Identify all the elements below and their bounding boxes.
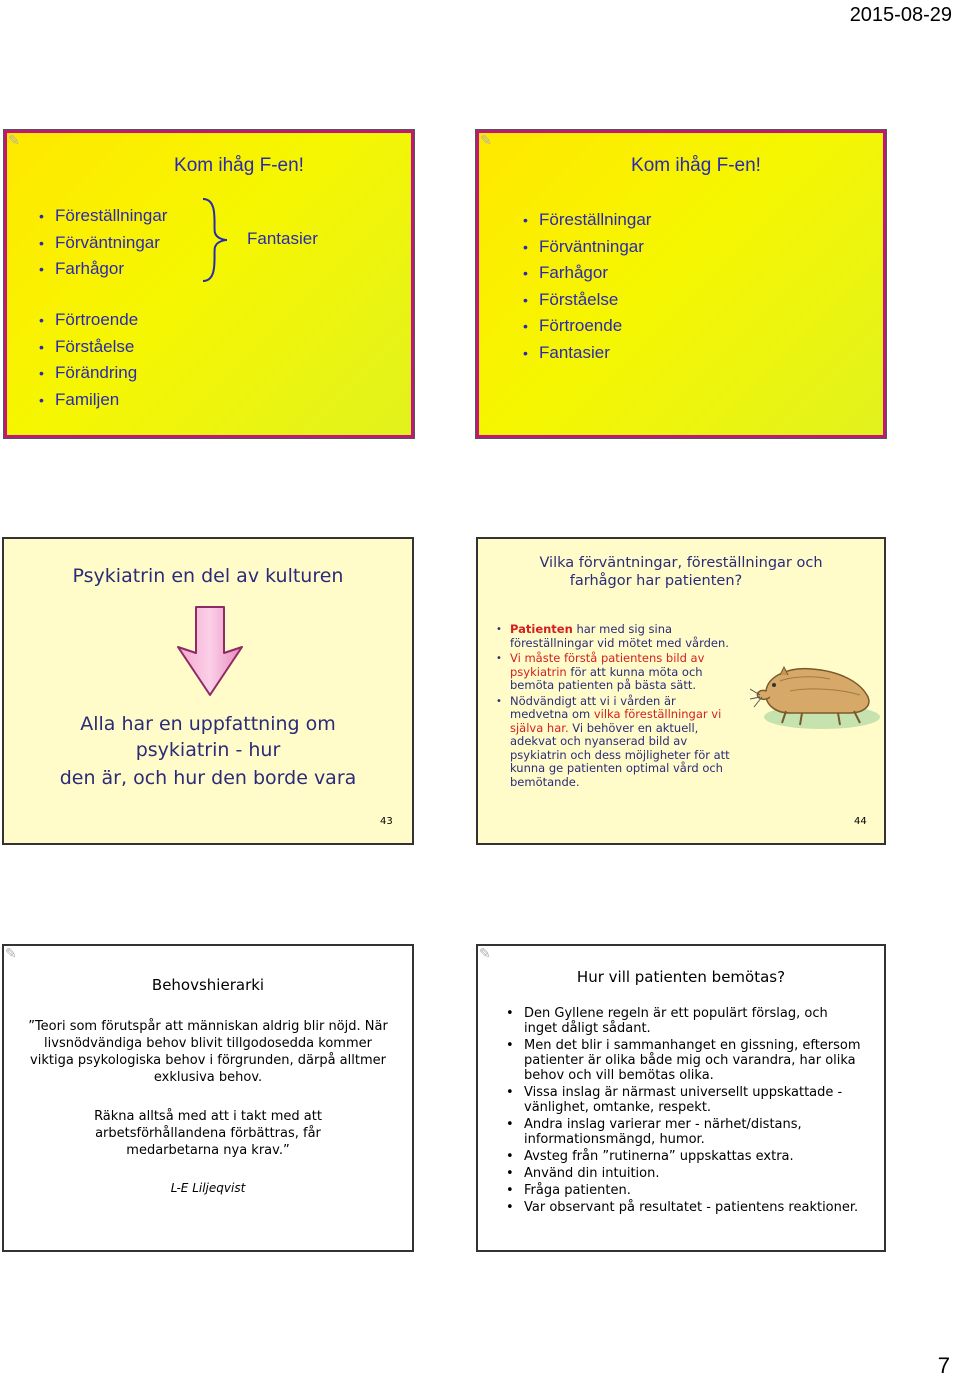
slide-corner-icon: ✎ [480, 133, 492, 149]
list-item: • Andra inslag varierar mer - närhet/distans, informationsmängd, humor. [502, 1117, 862, 1147]
bullet-list [494, 623, 736, 791]
slide-title-line: farhågor har patienten? [569, 573, 743, 589]
list-item-text: har med sig sina föreställningar vid mötet med vården. [510, 622, 729, 650]
slide-1 [4, 130, 414, 438]
down-arrow-icon [174, 605, 246, 697]
page-number: 7 [937, 1353, 950, 1378]
body-line: Alla har en uppfattning om [80, 713, 336, 735]
curly-brace-icon [199, 197, 229, 283]
slide-5 [2, 944, 414, 1252]
slide-number: 43 [380, 816, 393, 827]
list-item: • Farhågor [37, 256, 167, 283]
slide-4 [476, 537, 886, 845]
list-item: • Fantasier [521, 340, 651, 367]
quote-paragraph: Räkna alltså med att i takt med att arbetsförhållandena förbättras, får medarbetarna nya krav.” [94, 1109, 322, 1158]
list-item: • Förståelse [521, 287, 651, 314]
quote-author: L-E Liljeqvist [170, 1181, 246, 1195]
slide-corner-icon: ✎ [479, 946, 491, 962]
highlight-text: vilka föreställningar vi själva har. [510, 707, 722, 735]
list-item [494, 652, 736, 693]
list-item: • Förväntningar [521, 234, 651, 261]
list-item: • Föreställningar [521, 207, 651, 234]
slide-title-line: Vilka förväntningar, föreställningar och [539, 555, 823, 571]
f-list-group-1 [37, 203, 167, 283]
f-list-group-2 [37, 307, 138, 413]
slide-number: 44 [854, 816, 867, 827]
list-item: • Var observant på resultatet - patientens reaktioner. [502, 1200, 862, 1215]
page-date: 2015-08-29 [849, 4, 952, 26]
slide-title: Kom ihåg F-en! [631, 155, 761, 176]
list-item [494, 695, 736, 790]
list-item: • Fråga patienten. [502, 1183, 862, 1198]
slide-2 [476, 130, 886, 438]
list-item: • Använd din intuition. [502, 1166, 862, 1181]
slide-title: Behovshierarki [151, 976, 265, 994]
quote-paragraph: ”Teori som förutspår att människan aldrig blir nöjd. När livsnödvändiga behov blivit tillgodosedda kommer viktiga psykologiska behov i förgrunden, därpå alltmer exklusiva behov. [28, 1019, 388, 1085]
list-item-text: Vi behöver en aktuell, adekvat och nyanserad bild av psykiatrin och dess möjligheter för att kunna ge patienten optimal vård och bemötande. [510, 720, 730, 789]
list-item: • Familjen [37, 387, 138, 414]
list-item: • Förtroende [37, 307, 138, 334]
list-item [494, 623, 736, 650]
list-item: • Men det blir i sammanhanget en gissning, eftersom patienter är olika både mig och varandra, har olika behov och vill bemötas olika. [502, 1038, 862, 1083]
body-line: psykiatrin - hur [135, 739, 281, 761]
list-item: • Förståelse [37, 334, 138, 361]
body-line: den är, och hur den borde vara [59, 767, 357, 789]
slide-corner-icon: ✎ [5, 946, 17, 962]
list-item: • Förtroende [521, 313, 651, 340]
list-item: • Förväntningar [37, 230, 167, 257]
list-item: • Förändring [37, 360, 138, 387]
list-item: • Avsteg från ”rutinerna” uppskattas extra. [502, 1149, 862, 1164]
slide-title: Hur vill patienten bemötas? [576, 968, 786, 986]
list-item: • Vissa inslag är närmast universellt uppskattade - vänlighet, omtanke, respekt. [502, 1085, 862, 1115]
f-list [521, 207, 651, 366]
list-item: • Farhågor [521, 260, 651, 287]
slide-title: Psykiatrin en del av kulturen [72, 565, 344, 587]
slide-3 [2, 537, 414, 845]
rodent-illustration-icon [750, 651, 882, 733]
slide-corner-icon: ✎ [8, 133, 20, 149]
list-item: • Den Gyllene regeln är ett populärt förslag, och inget dåligt sådant. [502, 1006, 862, 1036]
highlight-text: Patienten [510, 622, 573, 636]
list-item-text: för att kunna möta och bemöta patienten på bästa sätt. [510, 664, 703, 692]
slide-6 [476, 944, 886, 1252]
list-item: • Föreställningar [37, 203, 167, 230]
list-item-text: Nödvändigt att vi i vården är medvetna om [510, 693, 676, 721]
brace-label: Fantasier [247, 229, 318, 248]
highlight-text: Vi måste förstå patientens bild av psykiatrin [510, 651, 705, 679]
slide-title: Kom ihåg F-en! [174, 155, 304, 176]
bullet-list [502, 1006, 862, 1217]
